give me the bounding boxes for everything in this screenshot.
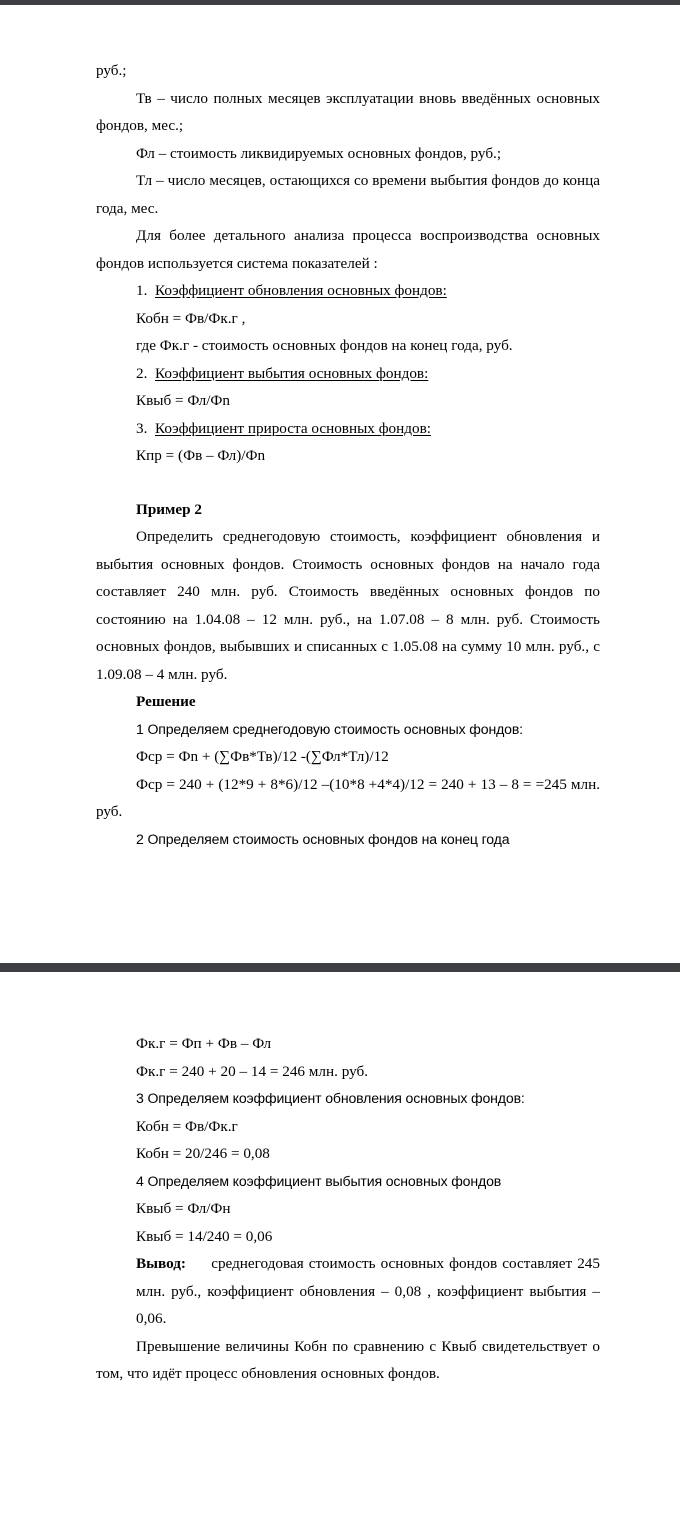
list-item-2-title: Коэффициент выбытия основных фондов: xyxy=(154,364,429,382)
page-separator-bar xyxy=(0,963,680,972)
list-item-3-title: Коэффициент прироста основных фондов: xyxy=(154,419,431,437)
list-item-1 xyxy=(136,277,600,305)
formula-kvyb-page2: Квыб = Фл/Фн xyxy=(136,1200,231,1217)
text-paragraph-fl-definition: Фл – стоимость ликвидируемых основных фондов, руб.; xyxy=(136,144,502,162)
formula-fsr-general: Фср = Фn + (∑Фв*Тв)/12 -(∑Фл*Тл)/12 xyxy=(136,748,389,765)
text-paragraph-tv-definition: Тв – число полных месяцев эксплуатации вновь введённых основных фондов, мес.; xyxy=(96,89,600,134)
list-item-3 xyxy=(136,415,600,443)
list-item-3-number: 3. xyxy=(136,419,148,437)
formula-fkg-computed: Фк.г = 240 + 20 – 14 = 246 млн. руб. xyxy=(136,1062,369,1080)
conclusion-spacer xyxy=(186,1255,211,1272)
document-page-1 xyxy=(0,5,680,963)
formula-kobn-value: Кобн = 20/246 = 0,08 xyxy=(136,1145,270,1162)
text-line-step-3: 3 Определяем коэффициент обновления основных фондов: xyxy=(136,1090,525,1106)
list-item-1-title: Коэффициент обновления основных фондов: xyxy=(154,282,447,299)
formula-kvyb-value: Квыб = 14/240 = 0,06 xyxy=(136,1227,273,1245)
formula-kobn-page2: Кобн = Фв/Фк.г xyxy=(136,1117,238,1135)
conclusion-label: Вывод: xyxy=(136,1255,186,1272)
list-item-2 xyxy=(136,360,600,388)
formula-kobn-general: Кобн = Фв/Фк.г , xyxy=(136,309,246,327)
text-paragraph-example-statement: Определить среднегодовую стоимость, коэффициент обновления и выбытия основных фондов. Стоимость основных фондов на начало года составляет 240 млн. руб. Стоимость введённых основных фондов по состоянию на 1.04.08 – 12 млн. руб., на 1.07.08 – 8 млн. руб. Стоимость основных фондов, выбывших и списанных с 1.05.08 на сумму 10 млн. руб., с 1.09.08 – 4 млн. руб. xyxy=(96,528,600,683)
list-item-1-number: 1. xyxy=(136,282,148,299)
document-page-2 xyxy=(0,972,680,1536)
conclusion-body: среднегодовая стоимость основных фондов составляет 245 млн. руб., коэффициент обновления – 0,08 , коэффициент выбытия – 0,06. xyxy=(136,1255,600,1327)
formula-kvyb-general: Квыб = Фл/Фn xyxy=(136,392,231,409)
text-paragraph-tl-definition: Тл – число месяцев, остающихся со времени выбытия фондов до конца года, мес. xyxy=(96,172,600,217)
formula-fkg-general: Фк.г = Фп + Фв – Фл xyxy=(136,1035,272,1052)
text-line-step-4: 4 Определяем коэффициент выбытия основных фондов xyxy=(136,1172,502,1189)
paragraph-closing-remark: Превышение величины Кобн по сравнению с Квыб свидетельствует о том, что идёт процесс обновления основных фондов. xyxy=(96,1337,600,1382)
formula-fsr-computed xyxy=(96,771,600,826)
formula-fsr-computed-text: Фср = 240 + (12*9 + 8*6)/12 –(10*8 +4*4)/12 = 240 + 13 – 8 = =245 млн. руб. xyxy=(96,775,600,820)
text-line-step-2: 2 Определяем стоимость основных фондов на конец года xyxy=(136,830,510,847)
text-line-ruble-tail: руб.; xyxy=(96,62,127,79)
text-line-fkg-definition: где Фк.г - стоимость основных фондов на конец года, руб. xyxy=(136,337,513,354)
text-line-step-1: 1 Определяем среднегодовую стоимость основных фондов: xyxy=(136,720,523,737)
paragraph-conclusion xyxy=(136,1250,600,1333)
list-item-2-number: 2. xyxy=(136,364,148,382)
formula-kpr-general: Кпр = (Фв – Фл)/Фn xyxy=(136,447,266,464)
text-paragraph-analysis-intro: Для более детального анализа процесса воспроизводства основных фондов используется система показателей : xyxy=(96,227,600,272)
heading-example-2: Пример 2 xyxy=(136,500,202,518)
spacer-before-example xyxy=(96,470,600,496)
heading-solution: Решение xyxy=(136,693,196,710)
